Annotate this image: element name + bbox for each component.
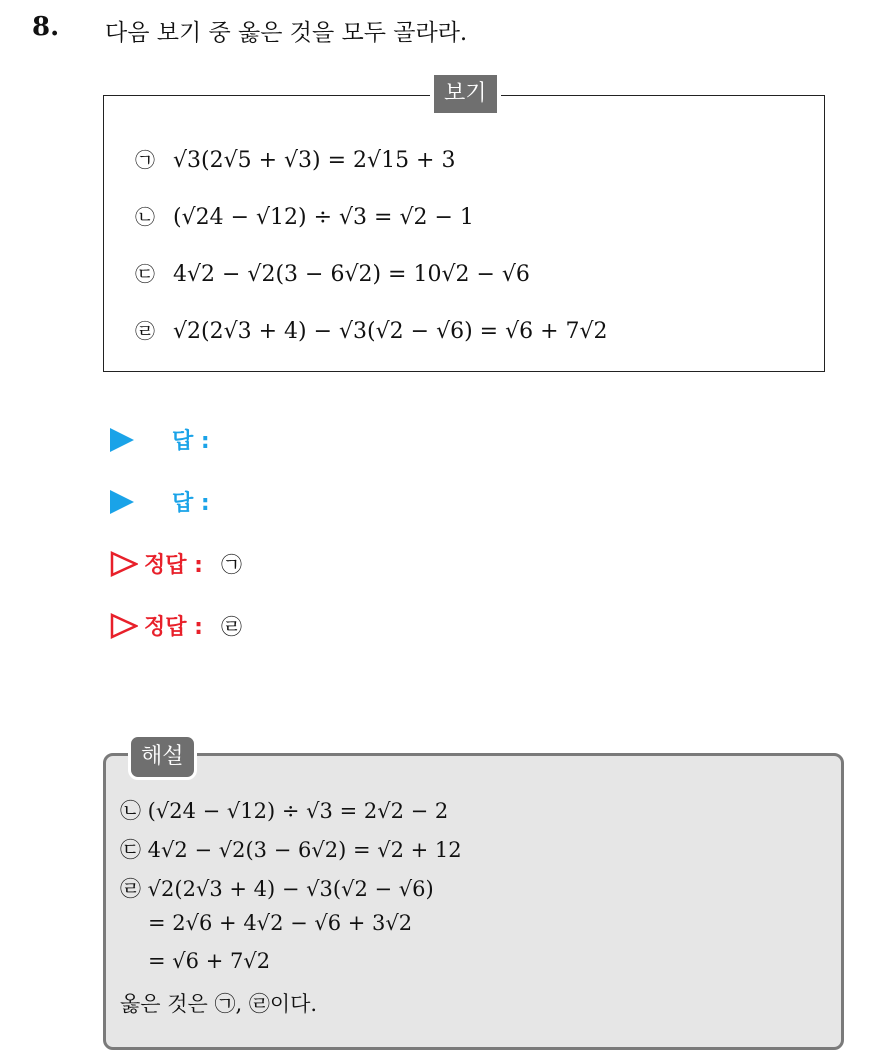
answer-row-1 [110,424,210,455]
bogi-item-2 [135,201,474,230]
explanation-label: 해설 [128,734,197,780]
bogi-item-4 [135,315,608,344]
bogi-item-3 [135,258,530,287]
question-number: 8. [32,12,60,42]
bogi-marker-4: ㉣ [135,319,155,343]
bogi-expr-2: (√24 − √12) ÷ √3 = √2 − 1 [173,205,474,230]
bogi-label: 보기 [430,75,501,113]
explanation-line-4: = 2√6 + 4√2 − √6 + 3√2 [148,911,413,935]
explanation-line-1: ㉡ (√24 − √12) ÷ √3 = 2√2 − 2 [120,799,449,823]
correct-answer-row-1 [110,548,242,579]
correct-answer-label-1: 정답 : [144,553,203,578]
bogi-expr-1: √3(2√5 + √3) = 2√15 + 3 [173,148,456,173]
play-triangle-icon [110,490,134,514]
bogi-expr-3: 4√2 − √2(3 − 6√2) = 10√2 − √6 [173,262,530,287]
bogi-marker-3: ㉢ [135,262,155,286]
correct-answer-row-2 [110,610,242,641]
answer-label-2: 답 : [172,491,210,516]
bogi-marker-2: ㉡ [135,205,155,229]
explanation-line-5: = √6 + 7√2 [148,949,271,973]
play-triangle-icon [110,428,134,452]
correct-answer-label-2: 정답 : [144,615,203,640]
answer-label-1: 답 : [172,429,210,454]
outline-triangle-icon [110,551,138,577]
question-text: 다음 보기 중 옳은 것을 모두 골라라. [105,20,468,46]
explanation-line-3: ㉣ √2(2√3 + 4) − √3(√2 − √6) [120,877,434,901]
explanation-line-2: ㉢ 4√2 − √2(3 − 6√2) = √2 + 12 [120,838,462,862]
bogi-marker-1: ㉠ [135,148,155,172]
outline-triangle-icon [110,613,138,639]
bogi-item-1 [135,144,455,173]
explanation-conclusion: 옳은 것은 ㉠, ㉣이다. [120,992,318,1016]
bogi-expr-4: √2(2√3 + 4) − √3(√2 − √6) = √6 + 7√2 [173,319,608,344]
answer-row-2 [110,486,210,517]
correct-answer-value-2: ㉣ [220,614,242,639]
correct-answer-value-1: ㉠ [220,552,242,577]
